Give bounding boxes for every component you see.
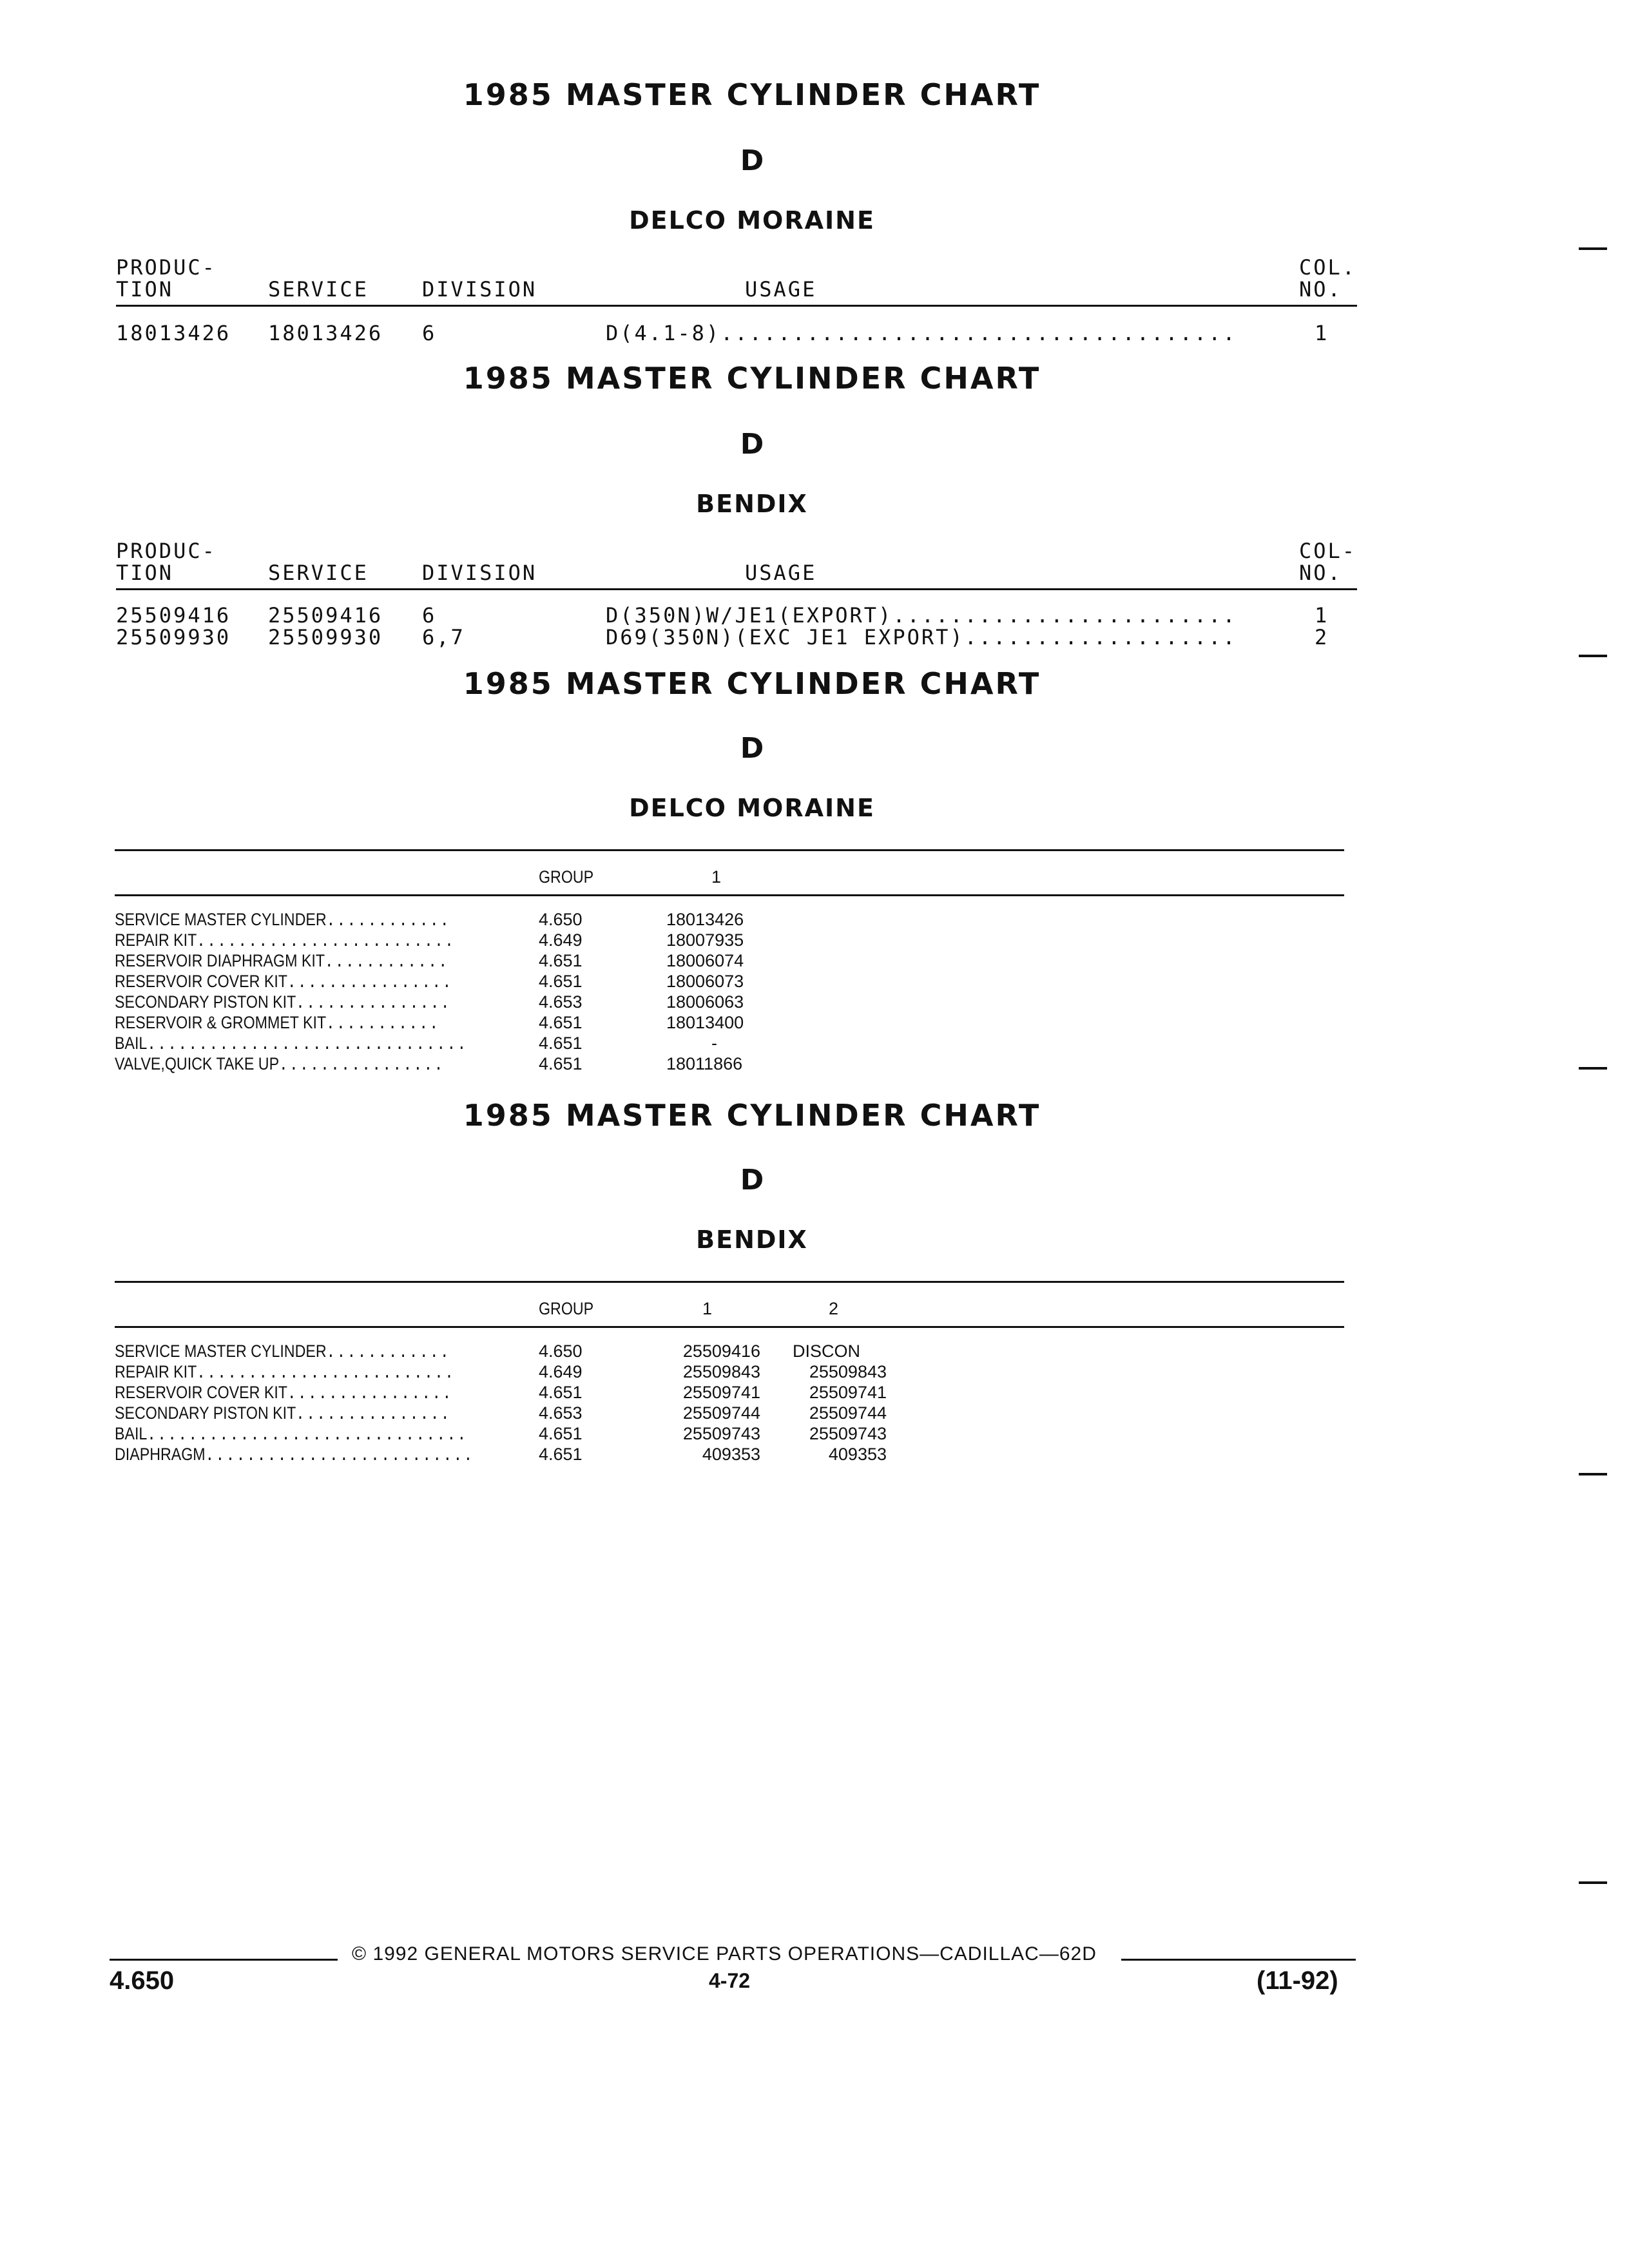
footer-rule-left (110, 1959, 338, 1961)
group-number: 4.651 (539, 1013, 583, 1032)
part-number: 18006073 (666, 972, 744, 991)
group-number: 4.651 (539, 1033, 583, 1053)
production-number: 25509416 (116, 603, 231, 628)
list-item: REPAIR KIT......................... (115, 930, 456, 950)
list-item: SECONDARY PISTON KIT............... (115, 992, 451, 1012)
part-number: 18006063 (666, 992, 744, 1012)
header-col: COL. (1299, 255, 1357, 280)
header-usage: USAGE (745, 561, 817, 585)
part-number: 25509744 (682, 1403, 760, 1423)
part-number: 18013400 (666, 1013, 744, 1032)
service-number: 25509416 (268, 603, 383, 628)
part-number-col-2: 409353 (828, 1445, 887, 1464)
group-number: 4.653 (539, 992, 583, 1012)
top-rule (115, 849, 1344, 851)
margin-tick (1579, 247, 1607, 250)
group-number: 4.651 (539, 1054, 583, 1073)
copyright-notice: © 1992 GENERAL MOTORS SERVICE PARTS OPERATIONS—CADILLAC—62D (352, 1943, 1097, 1965)
list-item: RESERVOIR & GROMMET KIT........... (115, 1013, 440, 1033)
group-number: 4.650 (539, 1341, 583, 1361)
service-number: 25509930 (268, 625, 383, 649)
group-number: 4.649 (539, 1362, 583, 1381)
part-number-col-2: 25509741 (809, 1383, 887, 1402)
group-number: 4.651 (539, 972, 583, 991)
part-number: 18013426 (666, 910, 744, 929)
list-item: RESERVOIR COVER KIT................ (115, 972, 453, 992)
header-division: DIVISION (422, 277, 537, 302)
list-item: SERVICE MASTER CYLINDER............ (115, 1341, 451, 1361)
part-number: 409353 (702, 1445, 760, 1464)
header-rule (116, 305, 1357, 307)
group-number: 4.650 (539, 910, 583, 929)
header-production-2: TION (116, 561, 174, 585)
group-number: 4.651 (539, 1445, 583, 1464)
chart-letter: D (740, 1164, 764, 1196)
division: 6,7 (422, 625, 465, 649)
group-number: 4.651 (539, 951, 583, 970)
margin-tick (1579, 655, 1607, 657)
production-number: 18013426 (116, 321, 231, 345)
chart-title: 1985 MASTER CYLINDER CHART (463, 666, 1041, 701)
header-production-2: TION (116, 277, 174, 302)
page-number: 4-72 (709, 1969, 751, 1992)
header-group: GROUP (539, 1299, 594, 1318)
section-number: 4.650 (110, 1966, 175, 1995)
production-number: 25509930 (116, 625, 231, 649)
list-item: DIAPHRAGM.......................... (115, 1445, 474, 1465)
group-number: 4.651 (539, 1383, 583, 1402)
chart-title: 1985 MASTER CYLINDER CHART (463, 77, 1041, 112)
part-number-col-2: DISCON (793, 1341, 861, 1361)
col-number: 1 (1315, 603, 1329, 628)
header-col-1: 1 (711, 867, 722, 887)
manufacturer-heading: DELCO MORAINE (629, 794, 875, 822)
usage: D69(350N)(EXC JE1 EXPORT)................... (606, 625, 1237, 649)
division: 6 (422, 603, 437, 628)
part-number-col-2: 25509843 (809, 1362, 887, 1381)
header-usage: USAGE (745, 277, 817, 302)
list-item: SECONDARY PISTON KIT............... (115, 1403, 451, 1423)
header-group: GROUP (539, 867, 594, 887)
margin-tick (1579, 1473, 1607, 1475)
chart-letter: D (740, 428, 764, 461)
header-production: PRODUC- (116, 255, 217, 280)
list-item: BAIL............................... (115, 1424, 468, 1444)
header-col-2: 2 (829, 1299, 839, 1318)
chart-title: 1985 MASTER CYLINDER CHART (463, 361, 1041, 396)
list-item: SERVICE MASTER CYLINDER............ (115, 910, 451, 930)
part-number: 25509741 (682, 1383, 760, 1402)
top-rule (115, 1281, 1344, 1283)
footer-rule-right (1121, 1959, 1356, 1961)
part-number: - (711, 1033, 717, 1053)
margin-tick (1579, 1881, 1607, 1884)
manufacturer-heading: BENDIX (696, 490, 808, 518)
chart-letter: D (740, 144, 764, 177)
group-number: 4.653 (539, 1403, 583, 1423)
part-number: 18007935 (666, 930, 744, 950)
list-item: RESERVOIR DIAPHRAGM KIT............ (115, 951, 449, 971)
list-item: REPAIR KIT......................... (115, 1362, 456, 1382)
part-number: 18006074 (666, 951, 744, 970)
header-rule (115, 1326, 1344, 1328)
header-service: SERVICE (268, 561, 369, 585)
header-col-no: NO. (1299, 561, 1342, 585)
header-col-no: NO. (1299, 277, 1342, 302)
list-item: BAIL............................... (115, 1033, 468, 1053)
usage: D(4.1-8).................................... (606, 321, 1237, 345)
manufacturer-heading: DELCO MORAINE (629, 206, 875, 235)
chart-letter: D (740, 732, 764, 765)
header-col-1: 1 (702, 1299, 713, 1318)
margin-tick (1579, 1067, 1607, 1070)
part-number: 25509743 (682, 1424, 760, 1443)
header-division: DIVISION (422, 561, 537, 585)
header-service: SERVICE (268, 277, 369, 302)
division: 6 (422, 321, 437, 345)
header-rule (116, 588, 1357, 590)
usage: D(350N)W/JE1(EXPORT)........................ (606, 603, 1237, 628)
group-number: 4.649 (539, 930, 583, 950)
chart-title: 1985 MASTER CYLINDER CHART (463, 1098, 1041, 1133)
part-number: 18011866 (666, 1054, 743, 1073)
service-number: 18013426 (268, 321, 383, 345)
group-number: 4.651 (539, 1424, 583, 1443)
header-production: PRODUC- (116, 539, 217, 563)
revision-date: (11-92) (1257, 1966, 1338, 1995)
list-item: VALVE,QUICK TAKE UP................ (115, 1054, 445, 1074)
part-number: 25509843 (682, 1362, 760, 1381)
header-col: COL- (1299, 539, 1357, 563)
part-number: 25509416 (682, 1341, 760, 1361)
part-number-col-2: 25509744 (809, 1403, 887, 1423)
list-item: RESERVOIR COVER KIT................ (115, 1383, 453, 1403)
col-number: 1 (1315, 321, 1329, 345)
manufacturer-heading: BENDIX (696, 1225, 808, 1254)
part-number-col-2: 25509743 (809, 1424, 887, 1443)
header-rule (115, 894, 1344, 896)
col-number: 2 (1315, 625, 1329, 649)
